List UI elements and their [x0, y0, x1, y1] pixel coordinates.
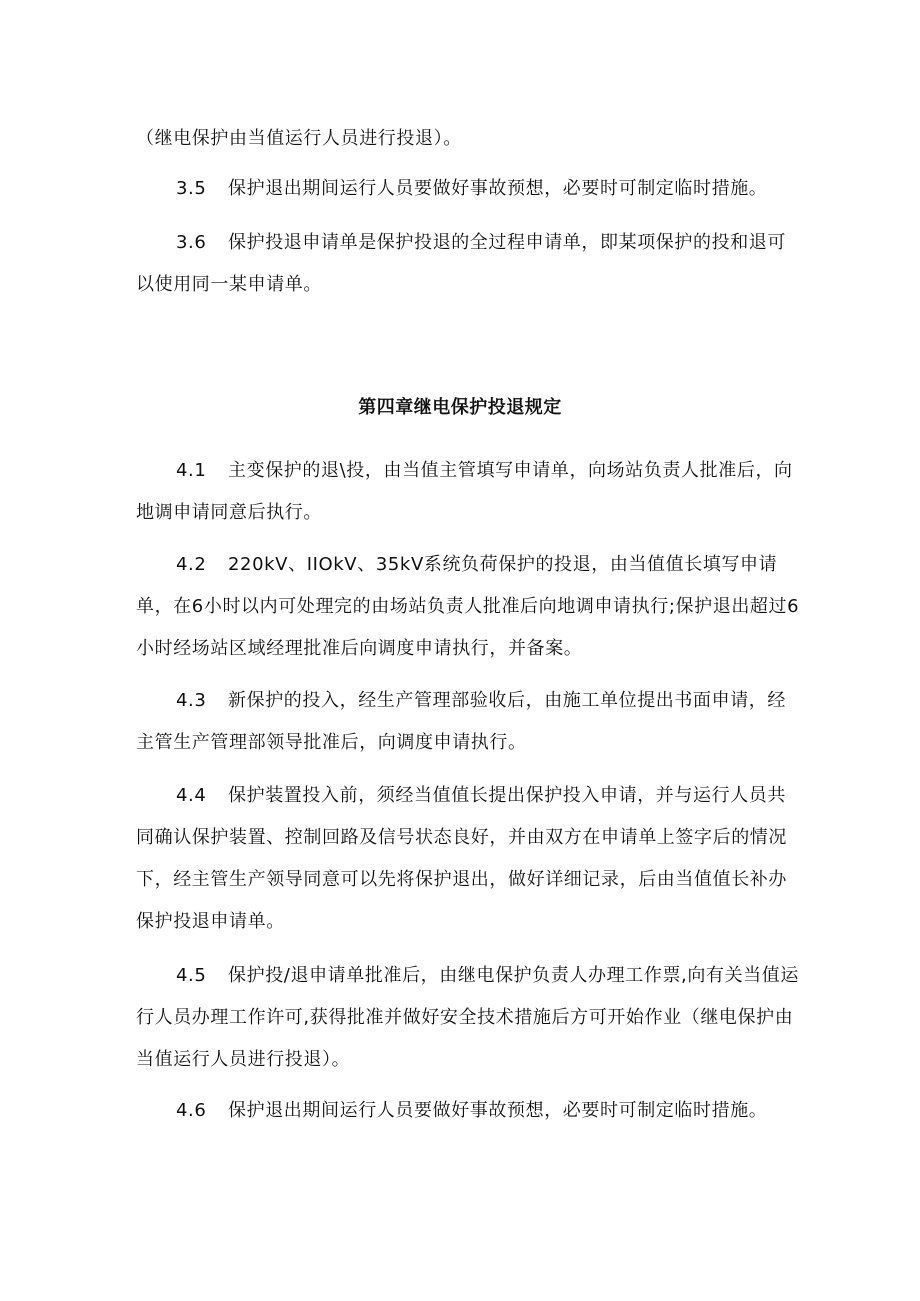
paragraph-text: 220kV、IIOkV、35kV系统负荷保护的投退，由当值值长填写申请单，在6小时以内可处理完的由场站负责人批准后向地调申请执行;保护退出超过6小时经场站区域经理批准后向调度申请执行，并备案。	[136, 554, 800, 659]
paragraph-number: 4.4	[176, 785, 207, 806]
paragraph-text: 保护退出期间运行人员要做好事故预想，必要时可制定临时措施。	[228, 1100, 768, 1121]
paragraph-continuation	[136, 118, 800, 160]
paragraph-number: 4.1	[176, 460, 207, 481]
paragraph-4-3	[136, 680, 800, 764]
paragraph-4-2	[136, 544, 800, 670]
paragraph-4-6	[136, 1090, 800, 1132]
paragraph-3-6	[136, 222, 800, 306]
paragraph-number: 4.5	[176, 965, 207, 986]
paragraph-text: 保护退出期间运行人员要做好事故预想，必要时可制定临时措施。	[228, 178, 768, 199]
paragraph-number: 4.2	[176, 554, 207, 575]
paragraph-text: 新保护的投入，经生产管理部验收后，由施工单位提出书面申请，经主管生产管理部领导批准后，向调度申请执行。	[136, 690, 786, 753]
paragraph-4-5	[136, 955, 800, 1081]
paragraph-3-5	[136, 168, 800, 210]
paragraph-number: 3.5	[176, 178, 207, 199]
paragraph-text: 保护投退申请单是保护投退的全过程申请单，即某项保护的投和退可以使用同一某申请单。	[136, 232, 786, 295]
paragraph-text: 主变保护的退\投，由当值主管填写申请单，向场站负责人批准后，向地调申请同意后执行。	[136, 460, 793, 523]
paragraph-number: 4.6	[176, 1100, 207, 1121]
paragraph-4-4	[136, 775, 800, 943]
paragraph-text: （继电保护由当值运行人员进行投退）。	[136, 128, 462, 149]
paragraph-number: 4.3	[176, 690, 207, 711]
chapter-heading: 第四章继电保护投退规定	[358, 397, 562, 418]
paragraph-4-1	[136, 450, 800, 534]
paragraph-text: 保护装置投入前，须经当值值长提出保护投入申请，并与运行人员共同确认保护装置、控制回路及信号状态良好，并由双方在申请单上签字后的情况下，经主管生产领导同意可以先将保护退出，做好详细记录，后由当值值长补办保护投退申请单。	[136, 785, 787, 932]
paragraph-number: 3.6	[176, 232, 207, 253]
paragraph-text: 保护投/退申请单批准后，由继电保护负责人办理工作票,向有关当值运行人员办理工作许可,获得批准并做好安全技术措施后方可开始作业（继电保护由当值运行人员进行投退）。	[136, 965, 799, 1070]
